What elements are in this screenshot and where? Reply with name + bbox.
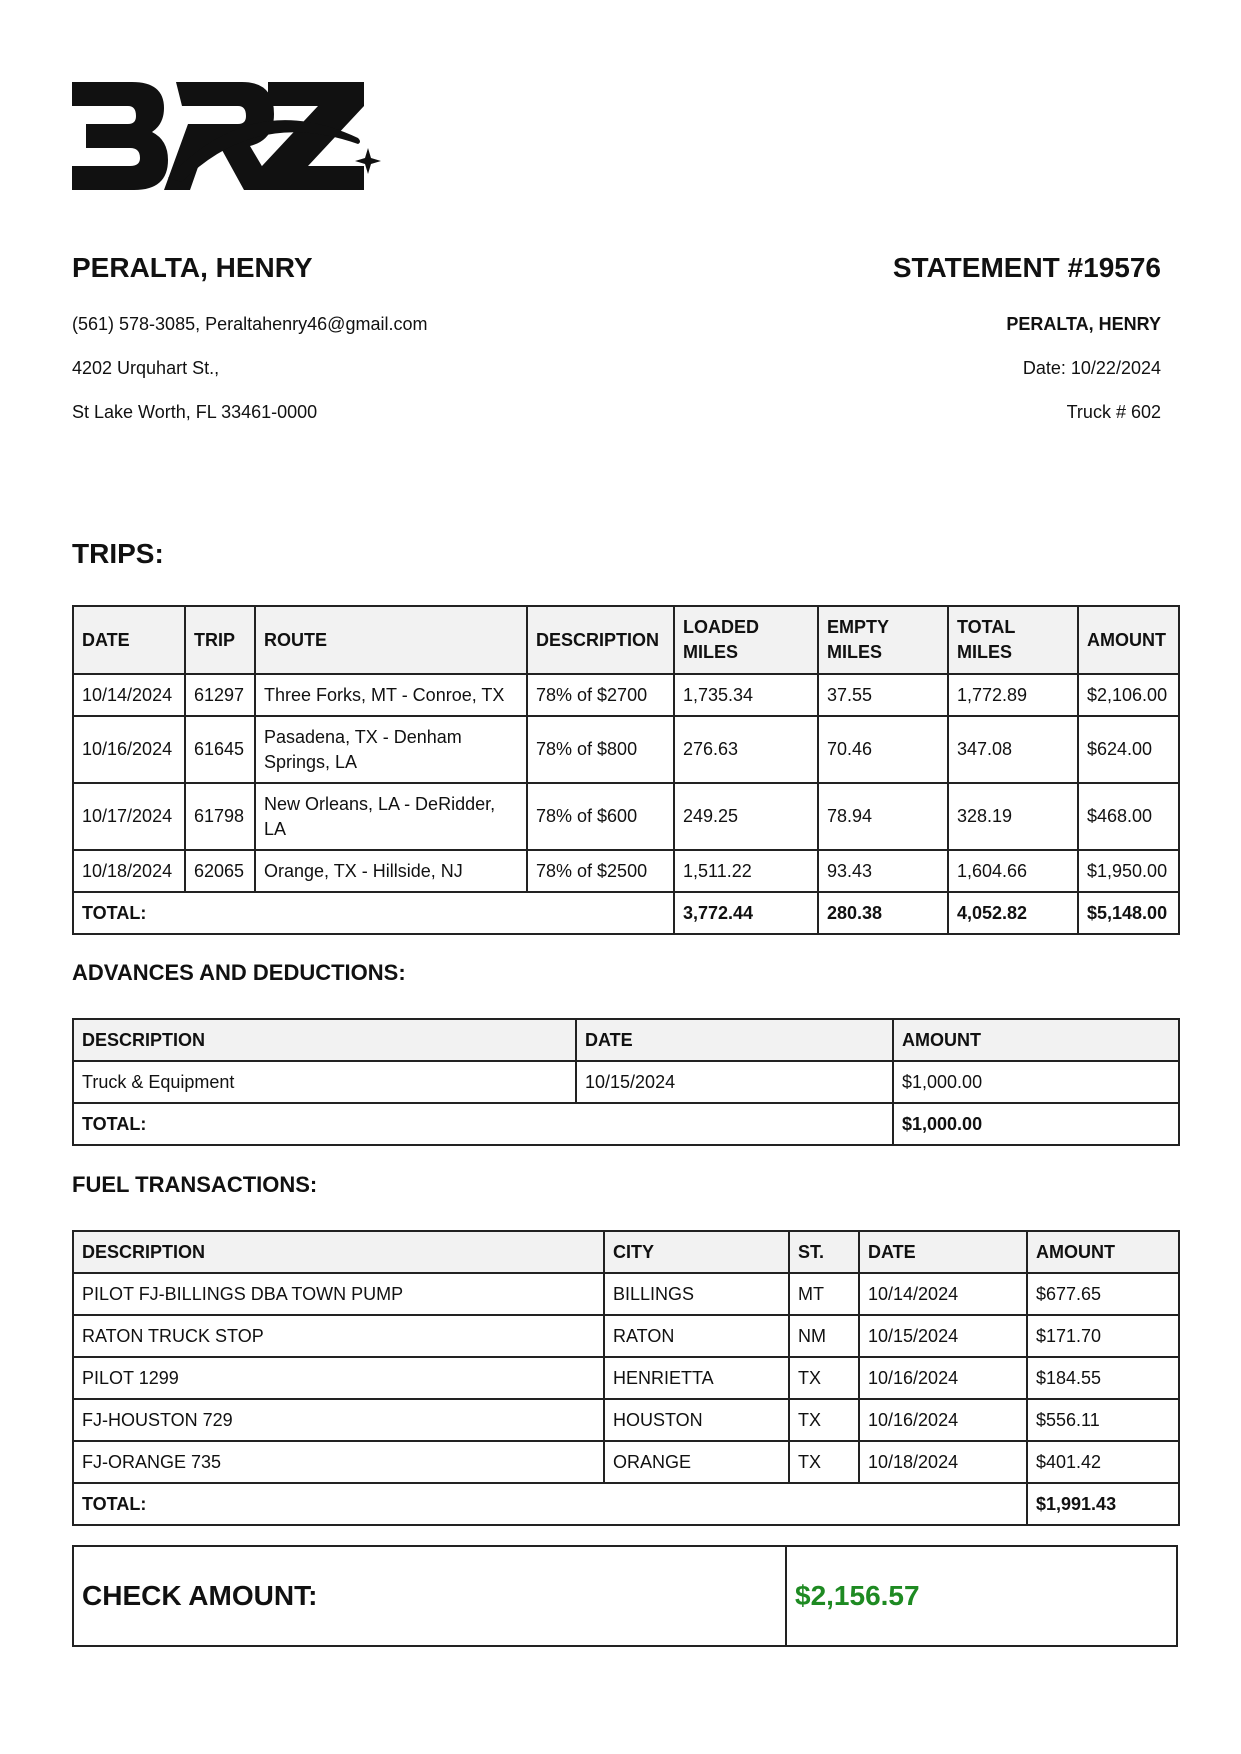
driver-contact: (561) 578-3085, Peraltahenry46@gmail.com bbox=[72, 314, 428, 334]
trips-header-trip: TRIP bbox=[185, 606, 255, 674]
trip-total-miles: 347.08 bbox=[948, 716, 1078, 783]
statement-info bbox=[601, 252, 1161, 434]
advances-header-row bbox=[73, 1019, 1179, 1061]
fuel-description: PILOT FJ-BILLINGS DBA TOWN PUMP bbox=[73, 1273, 604, 1315]
advances-header-date: DATE bbox=[576, 1019, 893, 1061]
fuel-state: TX bbox=[789, 1399, 859, 1441]
table-row bbox=[73, 1399, 1179, 1441]
trip-route: Three Forks, MT - Conroe, TX bbox=[255, 674, 527, 716]
trip-loaded-miles: 276.63 bbox=[674, 716, 818, 783]
trip-empty-miles: 93.43 bbox=[818, 850, 948, 892]
fuel-state: TX bbox=[789, 1357, 859, 1399]
trip-route: Orange, TX - Hillside, NJ bbox=[255, 850, 527, 892]
statement-title: STATEMENT #19576 bbox=[892, 252, 1161, 283]
trips-header-loaded-miles: LOADED MILES bbox=[674, 606, 818, 674]
fuel-city: ORANGE bbox=[604, 1441, 789, 1483]
statement-date: Date: 10/22/2024 bbox=[1022, 358, 1161, 378]
advances-total-amount: $1,000.00 bbox=[893, 1103, 1179, 1145]
table-row bbox=[73, 783, 1179, 850]
advances-total-label: TOTAL: bbox=[73, 1103, 893, 1145]
fuel-description: FJ-ORANGE 735 bbox=[73, 1441, 604, 1483]
trips-title: TRIPS: bbox=[72, 538, 164, 569]
fuel-description: RATON TRUCK STOP bbox=[73, 1315, 604, 1357]
trips-header-route: ROUTE bbox=[255, 606, 527, 674]
trips-header-empty-miles: EMPTY MILES bbox=[818, 606, 948, 674]
trip-number: 62065 bbox=[185, 850, 255, 892]
check-amount-value: $2,156.57 bbox=[795, 1580, 920, 1611]
trip-amount: $1,950.00 bbox=[1078, 850, 1179, 892]
check-amount-box bbox=[72, 1545, 1178, 1647]
check-amount-label: CHECK AMOUNT: bbox=[74, 1547, 787, 1645]
fuel-header-date: DATE bbox=[859, 1231, 1027, 1273]
fuel-title: FUEL TRANSACTIONS: bbox=[72, 1172, 318, 1197]
table-row bbox=[73, 716, 1179, 783]
trips-total-label: TOTAL: bbox=[73, 892, 674, 934]
trip-date: 10/16/2024 bbox=[73, 716, 185, 783]
fuel-total-amount: $1,991.43 bbox=[1027, 1483, 1179, 1525]
trips-total-miles: 4,052.82 bbox=[948, 892, 1078, 934]
trip-total-miles: 1,772.89 bbox=[948, 674, 1078, 716]
advances-header-amount: AMOUNT bbox=[893, 1019, 1179, 1061]
fuel-header-row bbox=[73, 1231, 1179, 1273]
table-row bbox=[73, 674, 1179, 716]
statement-name: PERALTA, HENRY bbox=[1006, 314, 1161, 334]
trip-route: Pasadena, TX - Denham Springs, LA bbox=[255, 716, 527, 783]
fuel-date: 10/14/2024 bbox=[859, 1273, 1027, 1315]
fuel-city: BILLINGS bbox=[604, 1273, 789, 1315]
trip-loaded-miles: 1,511.22 bbox=[674, 850, 818, 892]
advance-amount: $1,000.00 bbox=[893, 1061, 1179, 1103]
table-row bbox=[73, 1357, 1179, 1399]
trip-total-miles: 328.19 bbox=[948, 783, 1078, 850]
driver-address-line1: 4202 Urquhart St., bbox=[72, 358, 220, 378]
fuel-total-label: TOTAL: bbox=[73, 1483, 1027, 1525]
trip-description: 78% of $2700 bbox=[527, 674, 674, 716]
fuel-description: PILOT 1299 bbox=[73, 1357, 604, 1399]
trip-amount: $468.00 bbox=[1078, 783, 1179, 850]
fuel-header-city: CITY bbox=[604, 1231, 789, 1273]
trips-total-empty: 280.38 bbox=[818, 892, 948, 934]
trip-description: 78% of $800 bbox=[527, 716, 674, 783]
trip-total-miles: 1,604.66 bbox=[948, 850, 1078, 892]
advances-total-row bbox=[73, 1103, 1179, 1145]
fuel-description: FJ-HOUSTON 729 bbox=[73, 1399, 604, 1441]
fuel-date: 10/15/2024 bbox=[859, 1315, 1027, 1357]
trip-number: 61645 bbox=[185, 716, 255, 783]
trips-total-amount: $5,148.00 bbox=[1078, 892, 1179, 934]
fuel-date: 10/16/2024 bbox=[859, 1357, 1027, 1399]
trip-empty-miles: 37.55 bbox=[818, 674, 948, 716]
fuel-city: HOUSTON bbox=[604, 1399, 789, 1441]
trip-empty-miles: 78.94 bbox=[818, 783, 948, 850]
trips-total-loaded: 3,772.44 bbox=[674, 892, 818, 934]
fuel-city: RATON bbox=[604, 1315, 789, 1357]
trip-date: 10/14/2024 bbox=[73, 674, 185, 716]
trip-empty-miles: 70.46 bbox=[818, 716, 948, 783]
table-row bbox=[73, 1441, 1179, 1483]
trip-date: 10/17/2024 bbox=[73, 783, 185, 850]
trips-total-row bbox=[73, 892, 1179, 934]
driver-info bbox=[72, 252, 632, 434]
fuel-amount: $401.42 bbox=[1027, 1441, 1179, 1483]
trip-amount: $2,106.00 bbox=[1078, 674, 1179, 716]
trip-date: 10/18/2024 bbox=[73, 850, 185, 892]
driver-name: PERALTA, HENRY bbox=[72, 252, 313, 283]
table-row bbox=[73, 850, 1179, 892]
fuel-total-row bbox=[73, 1483, 1179, 1525]
advances-title: ADVANCES AND DEDUCTIONS: bbox=[72, 960, 406, 985]
table-row bbox=[73, 1061, 1179, 1103]
fuel-header-description: DESCRIPTION bbox=[73, 1231, 604, 1273]
trip-number: 61798 bbox=[185, 783, 255, 850]
trips-header-description: DESCRIPTION bbox=[527, 606, 674, 674]
trips-header-amount: AMOUNT bbox=[1078, 606, 1179, 674]
trip-description: 78% of $2500 bbox=[527, 850, 674, 892]
fuel-state: MT bbox=[789, 1273, 859, 1315]
fuel-city: HENRIETTA bbox=[604, 1357, 789, 1399]
advances-table bbox=[72, 1018, 1180, 1146]
trip-number: 61297 bbox=[185, 674, 255, 716]
trip-loaded-miles: 249.25 bbox=[674, 783, 818, 850]
advance-description: Truck & Equipment bbox=[73, 1061, 576, 1103]
fuel-header-state: ST. bbox=[789, 1231, 859, 1273]
trip-loaded-miles: 1,735.34 bbox=[674, 674, 818, 716]
fuel-amount: $184.55 bbox=[1027, 1357, 1179, 1399]
fuel-header-amount: AMOUNT bbox=[1027, 1231, 1179, 1273]
trip-description: 78% of $600 bbox=[527, 783, 674, 850]
driver-address-line2: St Lake Worth, FL 33461-0000 bbox=[72, 402, 318, 422]
fuel-state: NM bbox=[789, 1315, 859, 1357]
fuel-amount: $677.65 bbox=[1027, 1273, 1179, 1315]
fuel-date: 10/16/2024 bbox=[859, 1399, 1027, 1441]
advance-date: 10/15/2024 bbox=[576, 1061, 893, 1103]
fuel-date: 10/18/2024 bbox=[859, 1441, 1027, 1483]
trip-amount: $624.00 bbox=[1078, 716, 1179, 783]
statement-truck: Truck # 602 bbox=[1066, 402, 1161, 422]
trips-header-row bbox=[73, 606, 1179, 674]
trips-header-date: DATE bbox=[73, 606, 185, 674]
table-row bbox=[73, 1273, 1179, 1315]
fuel-state: TX bbox=[789, 1441, 859, 1483]
table-row bbox=[73, 1315, 1179, 1357]
trips-header-total-miles: TOTAL MILES bbox=[948, 606, 1078, 674]
fuel-amount: $171.70 bbox=[1027, 1315, 1179, 1357]
advances-header-description: DESCRIPTION bbox=[73, 1019, 576, 1061]
fuel-table bbox=[72, 1230, 1180, 1526]
trip-route: New Orleans, LA - DeRidder, LA bbox=[255, 783, 527, 850]
fuel-amount: $556.11 bbox=[1027, 1399, 1179, 1441]
trips-table bbox=[72, 605, 1180, 935]
brz-logo-icon bbox=[72, 78, 382, 193]
